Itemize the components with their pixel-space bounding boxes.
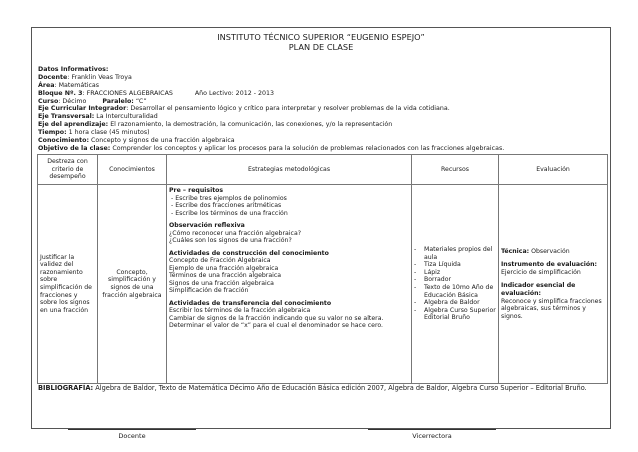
table-header-row <box>38 155 608 185</box>
eje-aprendizaje-value: El razonamiento, la demostración, la comunicación, las conexiones, y/o la representación <box>108 121 393 129</box>
bloque-value: : FRACCIONES ALGEBRAICAS <box>82 89 173 97</box>
indicador-value: Reconoce y simplifica fracciones algebraicas, sus términos y signos. <box>501 297 602 320</box>
list-item: - Algebra de Baldor <box>414 299 480 307</box>
eje-transversal-label: Eje Transversal: <box>38 113 95 121</box>
reflexiva-title: Observación reflexiva <box>169 222 245 229</box>
recursos-list <box>414 246 496 322</box>
list-item: ¿Cómo reconocer una fracción algebraica? <box>169 229 302 237</box>
list-item: - Escribe los términos de una fracción <box>169 210 409 218</box>
info-section-label: Datos Informativos: <box>38 66 109 73</box>
tecnica-value: Observación <box>529 247 570 255</box>
area-label: Área <box>38 81 55 89</box>
list-item: Determinar el valor de “x” para el cual el denominador se hace cero. <box>169 322 383 329</box>
conocimiento-label: Conocimiento: <box>38 137 89 145</box>
list-item: - Materiales propios del aula <box>414 246 493 261</box>
construccion-title: Actividades de construcción del conocimiento <box>169 249 329 257</box>
list-item: - Borrador <box>414 276 452 284</box>
table-row <box>38 185 608 384</box>
curso-value: : Décimo <box>58 97 87 105</box>
destreza-cell: Justificar la validez del razonamiento sobre simplificación de fracciones y sobre los signos en una fracción <box>38 185 98 384</box>
eje-transversal-value: La Interculturalidad <box>94 113 158 121</box>
docente-label: Docente <box>38 73 68 81</box>
signature-line-vicerrectora <box>368 429 496 430</box>
list-item: - Tiza Líquida <box>414 261 461 269</box>
anio-lectivo: Año Lectivo: 2012 - 2013 <box>194 89 275 97</box>
list-item: Simplificación de fracción <box>169 287 249 294</box>
eje-aprendizaje-label: Eje del aprendizaje: <box>38 121 109 129</box>
list-item: Términos de una fracción algebraica <box>169 272 282 279</box>
signature-label-vicerrectora: Vicerrectora <box>412 432 452 440</box>
signature-line-docente <box>68 429 196 430</box>
list-item: Signos de una fracción algebraica <box>169 279 274 287</box>
tiempo-label: Tiempo: <box>38 129 67 137</box>
list-item: Escribir los términos de la fracción algebraica <box>169 307 311 314</box>
instrumento-value: Ejercicio de simplificación <box>501 268 581 276</box>
curso-label: Curso <box>38 97 59 105</box>
list-item: Ejemplo de una fracción algebraica <box>169 264 279 272</box>
bloque-label: Bloque Nº. 3 <box>38 89 83 97</box>
eje-curricular-value: : Desarrollar el pensamiento lógico y crítico para interpretar y resolver problemas de la vida cotidiana. <box>126 105 450 113</box>
prereq-title: Pre – requisitos <box>169 187 224 194</box>
list-item: - Algebra Curso Superior Editorial Bruño <box>414 306 496 322</box>
list-item: Concepto de Fracción Algebraica <box>169 257 271 264</box>
lesson-plan-table <box>37 154 608 384</box>
evaluacion-cell <box>499 185 608 384</box>
recursos-cell <box>412 185 499 384</box>
list-item: Cambiar de signos de la fracción indicando que su valor no se altera. <box>169 314 384 322</box>
objetivo-label: Objetivo de la clase: <box>38 144 111 152</box>
conocimientos-cell: Concepto, simplificación y signos de una fracción algebraica <box>98 185 167 384</box>
list-item: - Texto de 10mo Año de Educación Básica <box>414 284 494 299</box>
header-evaluacion: Evaluación <box>499 155 608 185</box>
header-conocimientos: Conocimientos <box>98 155 167 185</box>
conocimiento-value: Concepto y signos de una fracción algebraica <box>88 137 235 145</box>
docente-value: : Franklin Veas Troya <box>67 73 132 81</box>
header-recursos: Recursos <box>412 155 499 185</box>
signature-label-docente: Docente <box>118 432 146 440</box>
paralelo-label: Paralelo: <box>102 97 134 105</box>
tiempo-value: 1 hora clase (45 minutos) <box>66 129 150 137</box>
header-estrategias: Estrategias metodológicas <box>167 155 412 185</box>
header-destreza: Destreza con criterio de desempeño <box>38 155 98 185</box>
institution-title: INSTITUTO TÉCNICO SUPERIOR “EUGENIO ESPEJO” <box>217 32 425 42</box>
prereq-list <box>169 195 409 218</box>
objetivo-value: Comprender los conceptos y aplicar los procesos para la solución de problemas relacionados con las fracciones algebraicas. <box>110 144 505 152</box>
document-title: PLAN DE CLASE <box>288 42 354 52</box>
transferencia-title: Actividades de transferencia del conocimiento <box>169 299 332 307</box>
bibliography-text: Algebra de Baldor, Texto de Matemática Décimo Año de Educación Básica edición 2007, Algebra de Baldor, Algebra Curso Superior – Editorial Bruño. <box>93 384 587 392</box>
area-value: : Matemáticas <box>54 81 100 89</box>
list-item: - Escribe dos fracciones aritméticas <box>169 202 409 210</box>
paralelo-value: “C” <box>135 97 147 105</box>
list-item: - Escribe tres ejemplos de polinomios <box>169 195 409 203</box>
informative-data <box>38 66 504 153</box>
eje-curricular-label: Eje Curricular Integrador <box>38 105 127 113</box>
bibliography-label: BIBLIOGRAFÍA: <box>38 384 94 392</box>
document-frame <box>31 27 611 440</box>
tecnica-label: Técnica: <box>501 247 530 255</box>
list-item: - Lápiz <box>414 268 441 276</box>
instrumento-label: Instrumento de evaluación: <box>501 261 598 269</box>
indicador-label: Indicador esencial de evaluación: <box>501 282 576 297</box>
bibliography <box>38 384 604 393</box>
list-item: ¿Cuáles son los signos de una fracción? <box>169 237 292 244</box>
estrategias-cell <box>167 185 412 384</box>
